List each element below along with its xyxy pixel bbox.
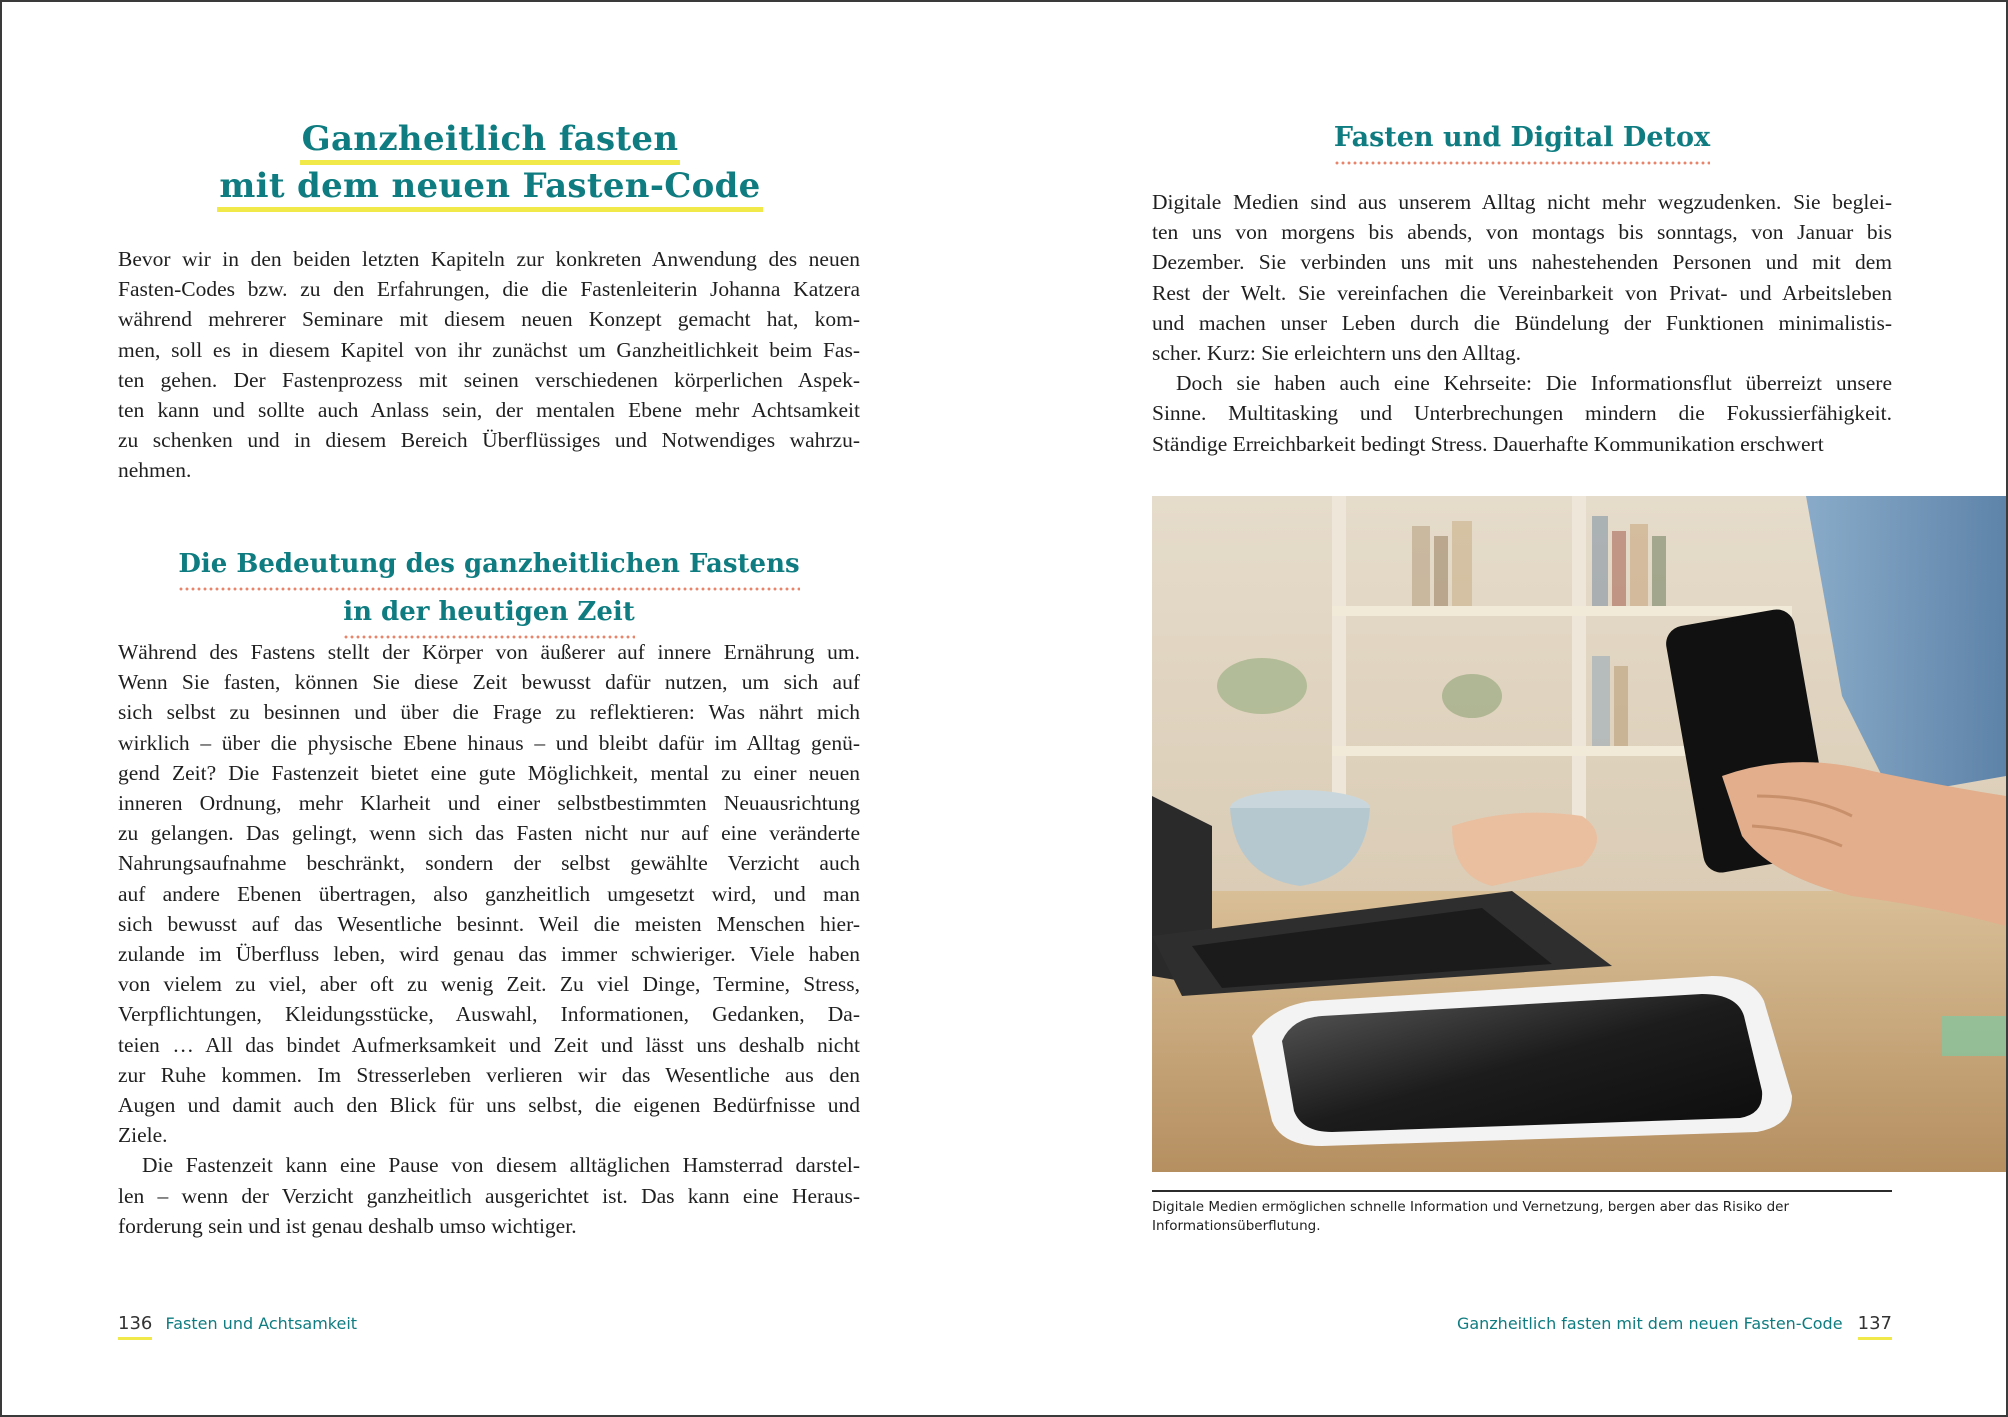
text-line: teien … All das bindet Aufmerksamkeit und Zeit und lässt uns deshalb nicht xyxy=(118,1032,860,1057)
text-line: Fasten-Codes bzw. zu den Erfahrungen, die die Fastenleiterin Johanna Katzera xyxy=(118,277,860,302)
caption-line2: Informationsüberflutung. xyxy=(1152,1218,1321,1234)
right-heading-text: Fasten und Digital Detox xyxy=(1334,117,1710,165)
text-line: zu gelangen. Das gelingt, wenn sich das Fasten nicht nur auf eine veränderte xyxy=(118,821,860,846)
caption-rule xyxy=(1152,1190,1892,1192)
chapter-title-line1: Ganzheitlich fasten xyxy=(300,118,681,165)
photo-caption xyxy=(1152,1198,1892,1236)
chapter-title xyxy=(118,118,862,212)
photo-illustration xyxy=(1152,496,2006,1172)
intro-paragraph xyxy=(118,244,860,486)
running-footer-left: Fasten und Achtsamkeit xyxy=(165,1314,358,1333)
left-page xyxy=(2,0,1002,1413)
text-line: forderung sein und ist genau deshalb umso wichtiger. xyxy=(118,1213,577,1238)
text-line: auf andere Ebenen übertragen, also ganzheitlich umgesetzt wird, und man xyxy=(118,881,860,906)
text-line: Dezember. Sie verbinden uns mit uns nahestehenden Personen und mit dem xyxy=(1152,250,1892,275)
section-body xyxy=(118,637,860,1241)
section-heading xyxy=(118,543,860,639)
text-line: sich selbst zu besinnen und über die Frage zu reflektieren: Was nährt mich xyxy=(118,700,860,725)
text-line: wirklich – über die physische Ebene hinaus – und bleibt dafür im Alltag genü- xyxy=(118,730,860,755)
text-line: Digitale Medien sind aus unserem Alltag nicht mehr wegzudenken. Sie beglei- xyxy=(1152,190,1892,214)
text-line: len – wenn der Verzicht ganzheitlich ausgerichtet ist. Das kann eine Heraus- xyxy=(118,1183,860,1208)
right-footer xyxy=(1457,1313,1892,1340)
text-line: inneren Ordnung, mehr Klarheit und einer selbstbestimmten Neuausrichtung xyxy=(118,791,860,816)
text-line: zulande im Überfluss leben, wird genau das immer schwieriger. Viele haben xyxy=(118,942,860,967)
text-line: sich bewusst auf das Wesentliche besinnt. Weil die meisten Menschen hier- xyxy=(118,911,860,936)
text-line: Augen und damit auch den Blick für uns selbst, die eigenen Bedürfnisse und xyxy=(118,1093,860,1118)
text-line: ten gehen. Der Fastenprozess mit seinen verschiedenen körperlichen Aspek- xyxy=(118,367,860,392)
right-body xyxy=(1152,187,1892,459)
text-line: ten uns von morgens bis abends, von montags bis sonntags, von Januar bis xyxy=(1152,220,1892,245)
page-number-right: 137 xyxy=(1858,1313,1892,1340)
text-line: nehmen. xyxy=(118,458,192,483)
text-line: ten kann und sollte auch Anlass sein, der mentalen Ebene mehr Achtsamkeit xyxy=(118,398,860,423)
caption-line1: Digitale Medien ermöglichen schnelle Information und Vernetzung, bergen aber das Risiko der xyxy=(1152,1199,1790,1215)
text-line: Ständige Erreichbarkeit bedingt Stress. Dauerhafte Kommunikation erschwert xyxy=(1152,431,1824,456)
text-line: zu schenken und in diesem Bereich Überflüssiges und Notwendiges wahrzu- xyxy=(118,428,860,453)
text-line: Sinne. Multitasking und Unterbrechungen mindern die Fokussierfähigkeit. xyxy=(1152,401,1892,426)
left-footer xyxy=(118,1313,357,1340)
text-line: und machen unser Leben durch die Bündelung der Funktionen minimalistis- xyxy=(1152,310,1892,335)
text-line: Verpflichtungen, Kleidungsstücke, Auswahl, Informationen, Gedanken, Da- xyxy=(118,1002,860,1027)
text-line: Rest der Welt. Sie vereinfachen die Vereinbarkeit von Privat- und Arbeitsleben xyxy=(1152,280,1892,305)
right-page xyxy=(1004,0,2006,1413)
page-number-left: 136 xyxy=(118,1313,152,1340)
text-line: Bevor wir in den beiden letzten Kapiteln zur konkreten Anwendung des neuen xyxy=(118,247,860,271)
text-line: Nahrungsaufnahme beschränkt, sondern der selbst gewählte Verzicht auch xyxy=(118,851,860,876)
text-line: Während des Fastens stellt der Körper von äußerer auf innere Ernährung um. xyxy=(118,640,860,664)
text-line: men, soll es in diesem Kapitel von ihr zunächst um Ganzheitlichkeit beim Fas- xyxy=(118,337,860,362)
running-footer-right: Ganzheitlich fasten mit dem neuen Fasten-Code xyxy=(1456,1314,1843,1333)
text-line: während mehrerer Seminare mit diesem neuen Konzept gemacht hat, kom- xyxy=(118,307,860,332)
text-line: scher. Kurz: Sie erleichtern uns den Alltag. xyxy=(1152,341,1521,366)
text-line: Wenn Sie fasten, können Sie diese Zeit bewusst dafür nutzen, um sich auf xyxy=(118,670,860,695)
section-heading-line2: in der heutigen Zeit xyxy=(343,591,635,639)
text-line: Ziele. xyxy=(118,1123,168,1148)
right-heading xyxy=(1152,117,1892,165)
text-line: von vielem zu viel, aber oft zu wenig Zeit. Zu viel Dinge, Termine, Stress, xyxy=(118,972,860,997)
text-line: Die Fastenzeit kann eine Pause von diesem alltäglichen Hamsterrad darstel- xyxy=(142,1153,860,1178)
text-line: zur Ruhe kommen. Im Stresserleben verlieren wir das Wesentliche aus den xyxy=(118,1062,860,1087)
section-heading-line1: Die Bedeutung des ganzheitlichen Fastens xyxy=(178,543,799,591)
photo-laptop-phone-tablet xyxy=(1152,496,2006,1172)
chapter-title-line2: mit dem neuen Fasten-Code xyxy=(217,165,762,212)
text-line: gend Zeit? Die Fastenzeit bietet eine gute Möglichkeit, mental zu einer neuen xyxy=(118,760,860,785)
text-line: Doch sie haben auch eine Kehrseite: Die Informationsflut überreizt unsere xyxy=(1176,371,1892,396)
